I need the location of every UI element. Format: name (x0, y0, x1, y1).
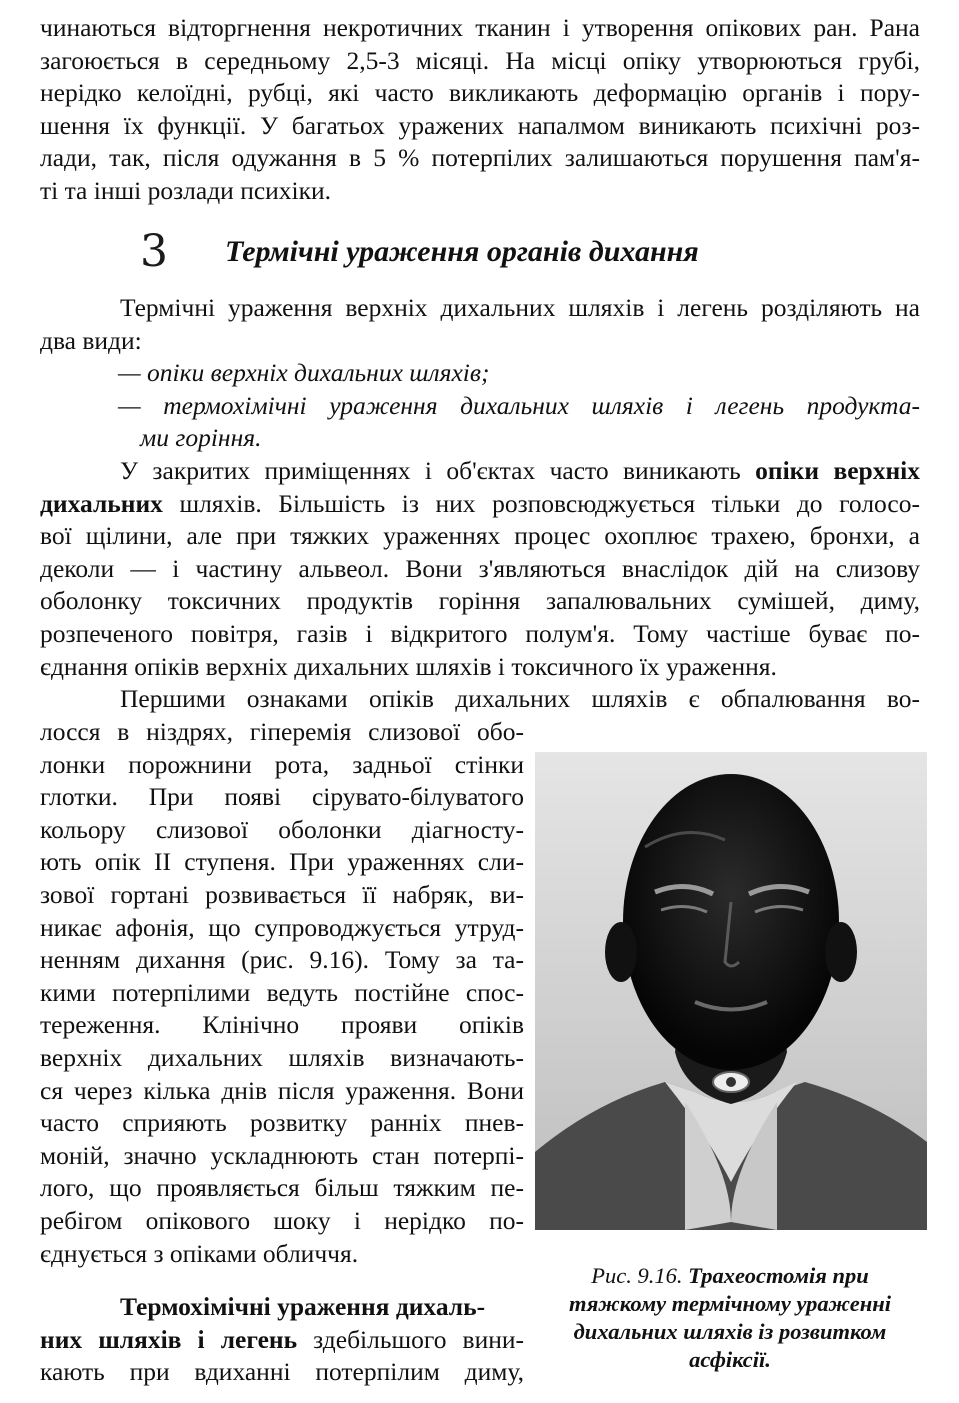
bold-term: дихальних (40, 488, 163, 518)
text-line: деколи — і частину альвеол. Вони з'являються внаслідок дій на слизову (40, 553, 920, 583)
section-heading-block (140, 222, 900, 282)
intro-paragraph (40, 292, 920, 357)
top-paragraph (40, 12, 920, 208)
figure-caption-text: Трахеостомія при тяжкому термічному ураженні дихальних шляхів із розвитком асфіксії. (569, 1263, 891, 1372)
text-line: кольору слизової оболонки діагносту- (40, 814, 524, 844)
text-line (40, 455, 920, 488)
text-line: ті та інші розлади психіки. (40, 175, 332, 205)
text-line: верхніх дихальних шляхів визначають- (40, 1042, 524, 1072)
list-item-continuation: ми горіння. (140, 423, 262, 453)
text-line: два види: (40, 325, 142, 355)
bold-term: Термохімічні ураження дихаль- (120, 1292, 486, 1321)
text-fragment: шляхів. Більшість із них розповсюджується тільки до голосо- (162, 488, 920, 518)
paragraph-thermochemical (40, 1291, 524, 1389)
paragraph-upper-airway-burns (40, 455, 920, 683)
list-item: — термохімічні ураження дихальних шляхів і легень продукта- (118, 390, 920, 420)
figure-label: Рис. 9.16. (591, 1263, 683, 1288)
text-line: тереження. Клінічно прояви опіків (40, 1010, 524, 1040)
text-line: єднання опіків верхніх дихальних шляхів і токсичного їх ураження. (40, 651, 777, 681)
text-line: ненням дихання (рис. 9.16). Тому за та- (40, 945, 524, 975)
text-line (40, 488, 920, 521)
text-line: вої щілини, але при тяжких ураженнях процес охоплює трахею, бронхи, а (40, 521, 920, 551)
figure-caption (540, 1262, 920, 1374)
text-fragment: У закритих приміщеннях і об'єктах часто виникають (120, 456, 756, 485)
text-line: ся через кілька днів після ураження. Вони (40, 1075, 524, 1105)
text-line (40, 1324, 524, 1357)
text-line: лосся в ніздрях, гіперемія слизової обо- (40, 717, 524, 746)
tracheostomy-photo-illustration (535, 752, 927, 1230)
text-line: Першими ознаками опіків дихальних шляхів є обпалювання во- (120, 684, 920, 713)
handwritten-section-mark: 3 (140, 226, 168, 277)
text-line: нерідко келоїдні, рубці, які часто викликають деформацію органів і пору- (40, 78, 920, 108)
text-line: кими потерпілими ведуть постійне спос- (40, 977, 524, 1007)
text-line: глотки. При появі сірувато-білуватого (40, 782, 524, 812)
text-line: оболонку токсичних продуктів горіння запалювальних сумішей, диму, (40, 586, 920, 616)
list-item: — опіки верхніх дихальних шляхів; (118, 358, 490, 387)
bold-term: них шляхів і легень (40, 1324, 298, 1354)
text-line: лади, так, після одужання в 5 % потерпілих залишаються порушення пам'я- (40, 143, 920, 173)
section-title: Термічні ураження органів дихання (225, 235, 699, 268)
text-fragment: здебільшого вини- (297, 1324, 524, 1354)
bold-term: опіки верхніх (755, 456, 920, 485)
patient-photo (535, 752, 927, 1230)
text-line: лонки порожнини рота, задньої стінки (40, 749, 524, 779)
paragraph-first-signs-header-line (40, 683, 920, 716)
text-line: розпеченого повітря, газів і відкритого полум'я. Тому частіше буває по- (40, 618, 920, 648)
text-line: кають при вдиханні потерпілим диму, (40, 1357, 524, 1387)
text-line: єднується з опіками обличчя. (40, 1238, 359, 1268)
text-line: Термічні ураження верхніх дихальних шляхів і легень розділяють на (120, 293, 920, 322)
text-line: никає афонія, що супроводжується утруд- (40, 912, 524, 942)
types-list (40, 357, 920, 455)
text-line: часто сприяють розвитку ранніх пнев- (40, 1108, 524, 1138)
text-line: ребігом опікового шоку і нерідко по- (40, 1205, 524, 1235)
text-line: ють опік II ступеня. При ураженнях сли- (40, 847, 524, 877)
text-line: загоюється в середньому 2,5-3 місяці. На місці опіку утворюються грубі, (40, 45, 920, 75)
text-line: чинаються відторгнення некротичних тканин і утворення опікових ран. Рана (40, 13, 920, 42)
paragraph-first-signs-column (40, 716, 524, 1270)
text-line: зової гортані розвивається її набряк, ви- (40, 879, 524, 909)
text-line: лого, що проявляється більш тяжким пе- (40, 1173, 524, 1203)
text-line: моній, значно ускладнюють стан потерпі- (40, 1140, 524, 1170)
text-line: шення їх функції. У багатьох уражених напалмом виникають психічні роз- (40, 110, 920, 140)
